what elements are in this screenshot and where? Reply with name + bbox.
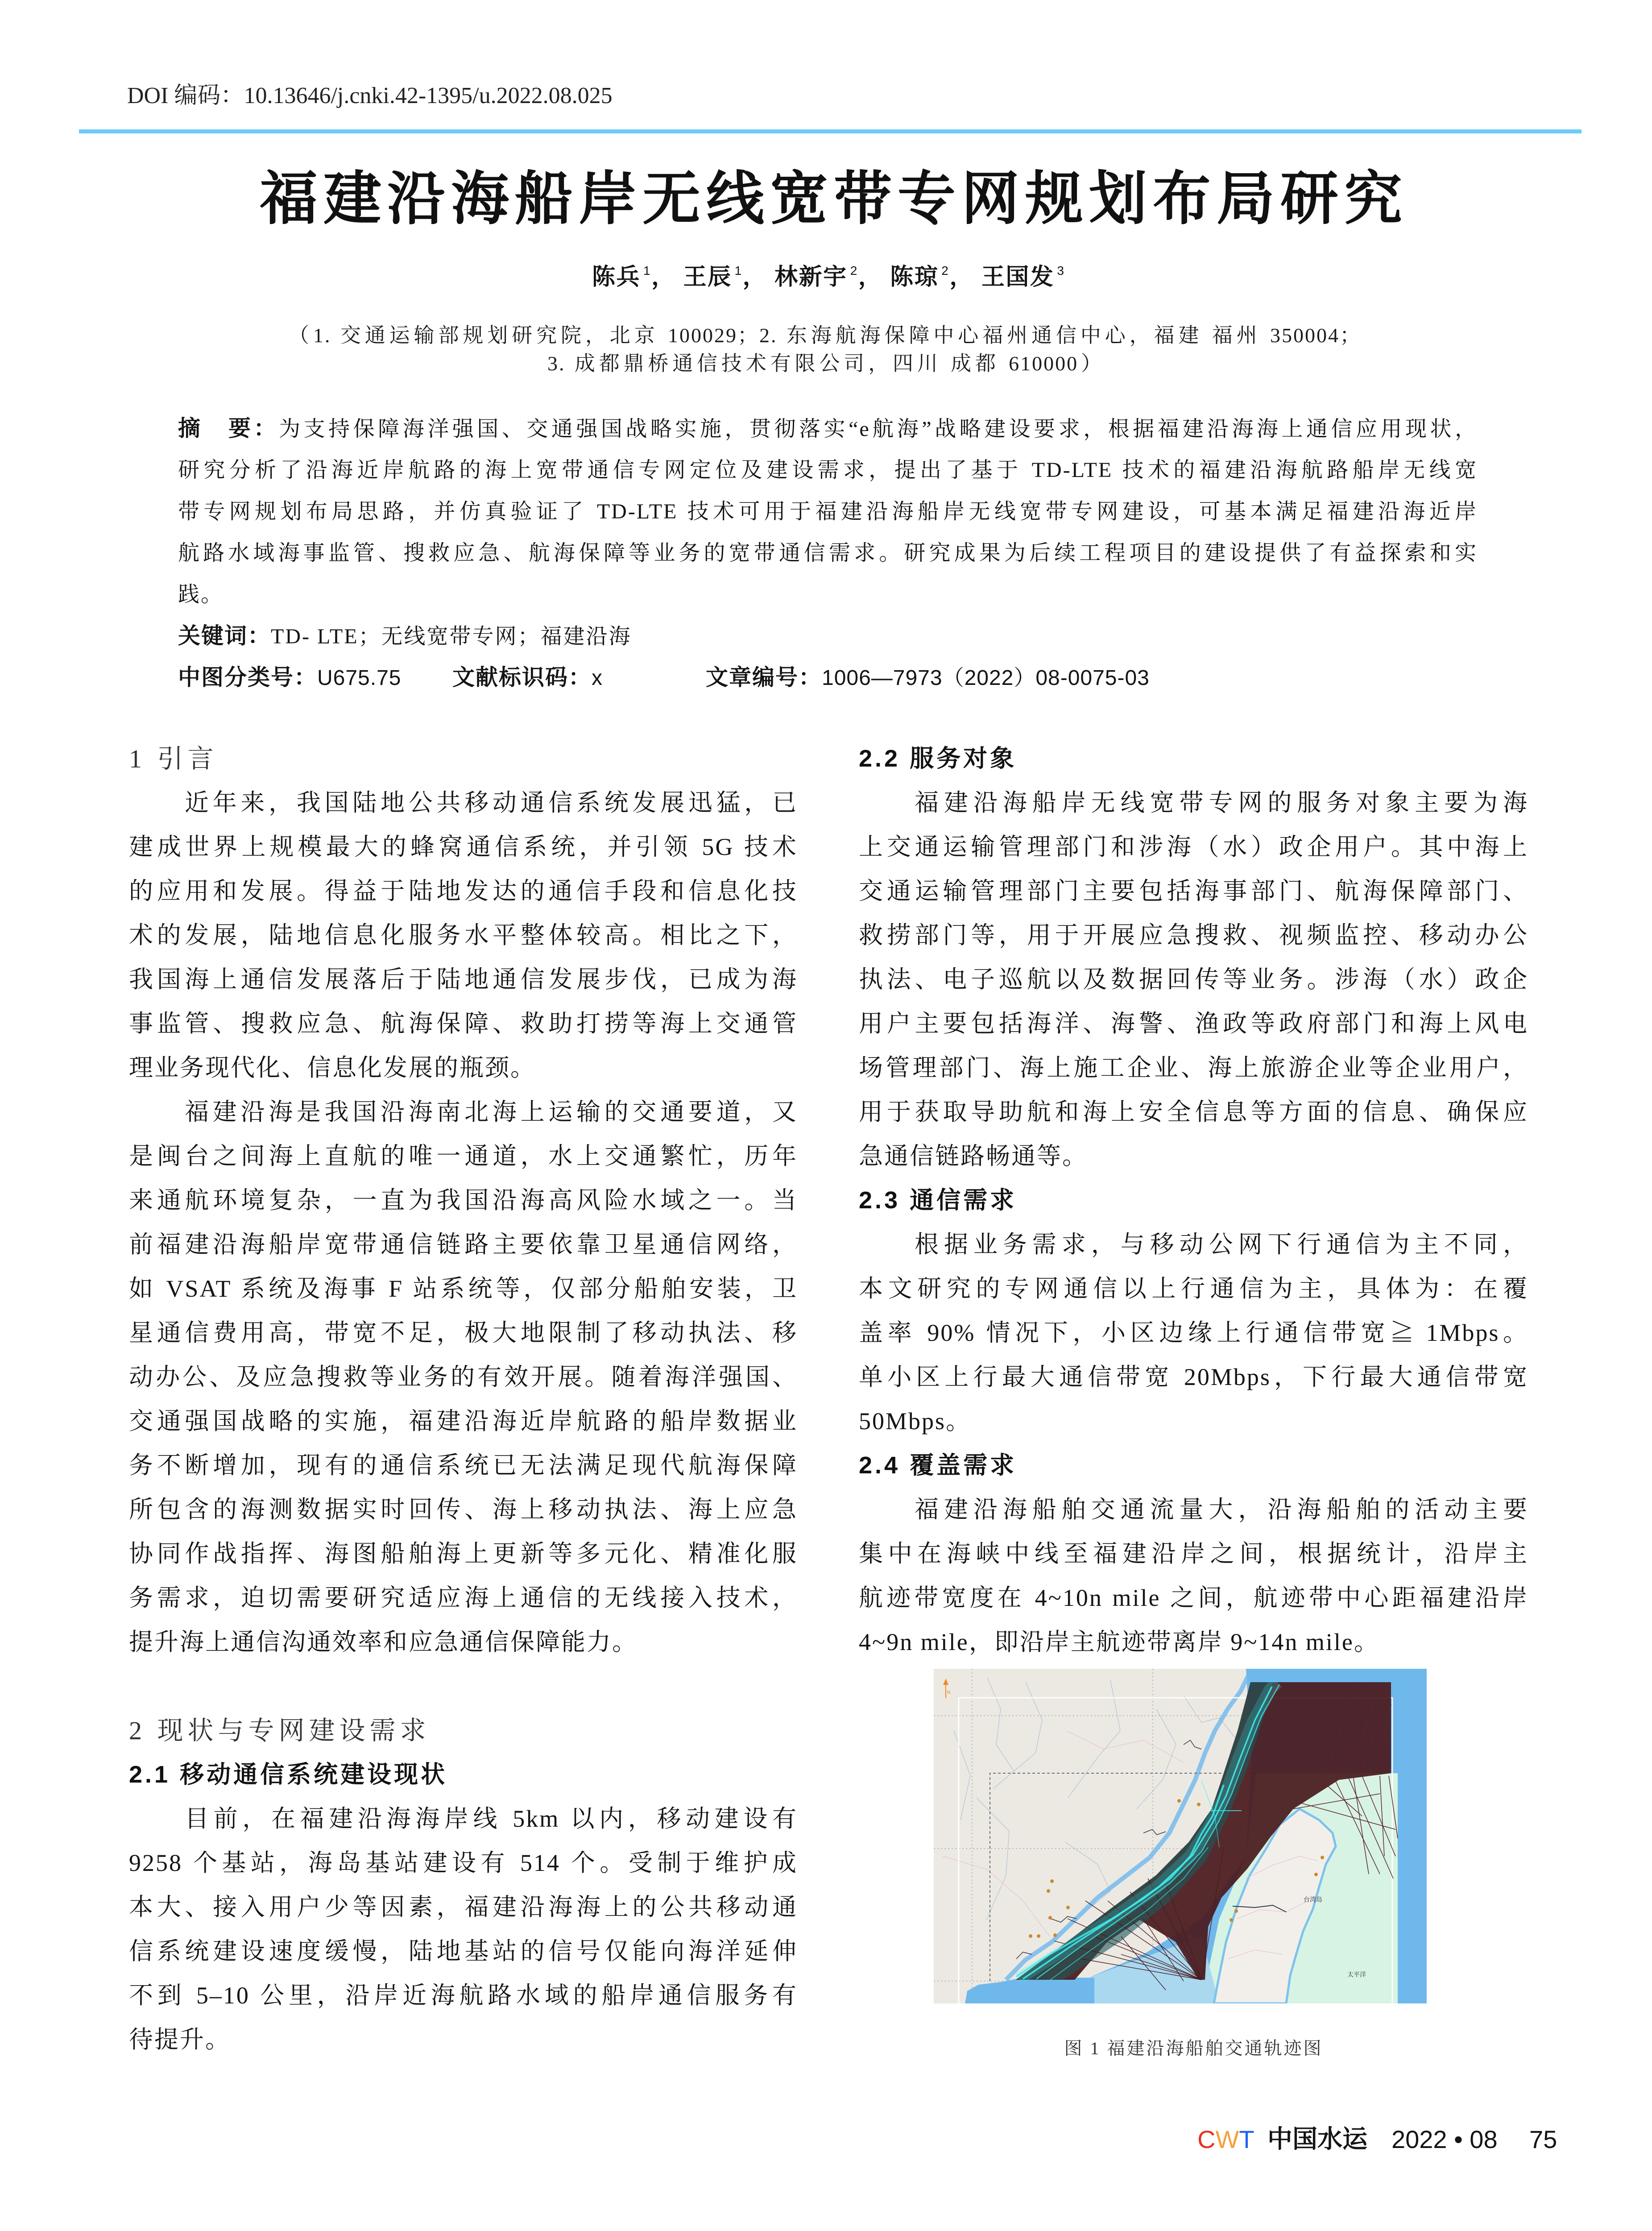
port-dot bbox=[1029, 1934, 1032, 1938]
left-column bbox=[129, 737, 798, 2062]
port-dot bbox=[1047, 1889, 1050, 1893]
section-heading: 1 引言 bbox=[129, 744, 218, 773]
text-line: 单小区上行最大通信带宽 20Mbps，下行最大通信带宽 bbox=[859, 1364, 1528, 1390]
author-name: 王辰 bbox=[683, 264, 732, 290]
text-line: 来通航环境复杂，一直为我国沿海高风险水域之一。当 bbox=[129, 1187, 798, 1214]
author-name: 林新宇 bbox=[774, 264, 848, 290]
text-line: 协同作战指挥、海图船舶海上更新等多元化、精准化服 bbox=[129, 1540, 798, 1567]
abstract-line: 践。 bbox=[178, 583, 224, 606]
text-line: 本文研究的专网通信以上行通信为主，具体为：在覆 bbox=[859, 1275, 1528, 1302]
clc-value: U675.75 bbox=[317, 666, 402, 690]
subsection-heading: 2.1 移动通信系统建设现状 bbox=[129, 1761, 448, 1788]
abstract-text: 为支持保障海洋强国、交通强国战略实施，贯彻落实“e航海”战略建设要求，根据福建沿海海上通信应用现状， bbox=[279, 417, 1478, 441]
text-line: 福建沿海船舶交通流量大，沿海船舶的活动主要 bbox=[915, 1496, 1528, 1523]
text-line: 根据业务需求，与移动公网下行通信为主不同， bbox=[915, 1231, 1528, 1258]
text-line: 9258 个基站，海岛基站建设有 514 个。受制于维护成 bbox=[129, 1849, 798, 1876]
text-line: 本大、接入用户少等因素，福建沿海海上的公共移动通 bbox=[129, 1894, 798, 1920]
text-line: 事监管、搜救应急、航海保障、救助打捞等海上交通管 bbox=[129, 1010, 798, 1037]
text-line: 用于获取导助航和海上安全信息等方面的信息、确保应 bbox=[859, 1099, 1528, 1125]
author-list bbox=[592, 264, 1064, 290]
author-separator: ， bbox=[948, 264, 974, 290]
clc-number bbox=[178, 657, 401, 698]
affiliation-line: （1. 交通运输部规划研究院，北京 100029；2. 东海航海保障中心福州通信中心，福建 福州 350004； bbox=[289, 324, 1362, 347]
section-spacer bbox=[129, 1664, 798, 1708]
brand-letter: W bbox=[1215, 2125, 1239, 2153]
issue-number: 2022 • 08 bbox=[1391, 2125, 1498, 2153]
text-line: 所包含的海测数据实时回传、海上移动执法、海上应急 bbox=[129, 1496, 798, 1523]
port-dot bbox=[1197, 1803, 1201, 1806]
text-line: 福建沿海船岸无线宽带专网的服务对象主要为海 bbox=[915, 789, 1528, 816]
port-dot bbox=[1314, 1873, 1318, 1876]
doi-label: DOI 编码： bbox=[127, 83, 244, 108]
text-line: 提升海上通信沟通效率和应急通信保障能力。 bbox=[129, 1629, 638, 1655]
affiliation-line: 3. 成都鼎桥通信技术有限公司，四川 成都 610000） bbox=[547, 352, 1103, 375]
keywords-label: 关键词： bbox=[178, 623, 271, 648]
document-code-value: x bbox=[592, 666, 603, 690]
text-line: 的应用和发展。得益于陆地发达的通信手段和信息化技 bbox=[129, 878, 798, 904]
subsection-heading: 2.4 覆盖需求 bbox=[859, 1452, 1017, 1479]
document-code-label: 文献标识码： bbox=[452, 665, 592, 690]
text-line: 50Mbps。 bbox=[859, 1408, 972, 1435]
brand-letter: C bbox=[1197, 2125, 1216, 2153]
author-separator: ， bbox=[650, 264, 676, 290]
text-line: 近年来，我国陆地公共移动通信系统发展迅猛，已 bbox=[185, 789, 798, 816]
text-line: 目前，在福建沿海海岸线 5km 以内，移动建设有 bbox=[185, 1805, 798, 1832]
text-line: 是闽台之间海上直航的唯一通道，水上交通繁忙，历年 bbox=[129, 1143, 798, 1169]
doi-line bbox=[127, 83, 613, 109]
text-line: 星通信费用高，带宽不足，极大地限制了移动执法、移 bbox=[129, 1319, 798, 1346]
section-heading: 2 现状与专网建设需求 bbox=[129, 1716, 431, 1745]
document-code bbox=[452, 657, 603, 698]
text-line: 集中在海峡中线至福建沿岸之间，根据统计，沿岸主 bbox=[859, 1540, 1528, 1567]
text-line: 盖率 90% 情况下，小区边缘上行通信带宽≧ 1Mbps。 bbox=[859, 1319, 1528, 1346]
header-rule bbox=[79, 129, 1582, 133]
right-column bbox=[859, 737, 1528, 1664]
abstract-block bbox=[178, 408, 1478, 698]
port-dot bbox=[1048, 1916, 1052, 1920]
map-label-pacific: 太平洋 bbox=[1347, 1971, 1366, 1978]
abstract-line: 带专网规划布局思路，并仿真验证了 TD-LTE 技术可用于福建沿海船岸无线宽带专网建设，可基本满足福建沿海近岸 bbox=[178, 500, 1478, 523]
text-line: 上交通运输管理部门和涉海（水）政企用户。其中海上 bbox=[859, 834, 1528, 860]
text-line: 执法、电子巡航以及数据回传等业务。涉海（水）政企 bbox=[859, 966, 1528, 993]
traffic-track-map bbox=[934, 1669, 1427, 2003]
abstract-line: 航路水域海事监管、搜救应急、航海保障等业务的宽带通信需求。研究成果为后续工程项目的建设提供了有益探索和实 bbox=[178, 541, 1478, 565]
subsection-heading: 2.3 通信需求 bbox=[859, 1187, 1017, 1214]
journal-name: 中国水运 bbox=[1267, 2126, 1367, 2153]
paper-title: 福建沿海船岸无线宽带专网规划布局研究 bbox=[260, 164, 1404, 232]
text-line: 务需求，迫切需要研究适应海上通信的无线接入技术， bbox=[129, 1584, 798, 1611]
text-line: 4~9n mile，即沿岸主航迹带离岸 9~14n mile。 bbox=[859, 1629, 1379, 1655]
author-affiliation-mark: 2 bbox=[941, 264, 948, 278]
figure-caption: 图 1 福建沿海船舶交通轨迹图 bbox=[1064, 2038, 1323, 2058]
text-line: 如 VSAT 系统及海事 F 站系统等，仅部分船舶安装，卫 bbox=[129, 1275, 798, 1302]
article-number bbox=[706, 657, 1150, 698]
text-line: 动办公、及应急搜救等业务的有效开展。随着海洋强国、 bbox=[129, 1364, 798, 1390]
text-line: 我国海上通信发展落后于陆地通信发展步伐，已成为海 bbox=[129, 966, 798, 993]
author-affiliation-mark: 3 bbox=[1057, 264, 1064, 278]
text-line: 信系统建设速度缓慢，陆地基站的信号仅能向海洋延伸 bbox=[129, 1938, 798, 1965]
text-line: 福建沿海是我国沿海南北海上运输的交通要道，又 bbox=[185, 1099, 798, 1125]
author-name: 陈兵 bbox=[592, 264, 641, 290]
author-separator: ， bbox=[741, 264, 767, 290]
abstract-line: 研究分析了沿海近岸航路的海上宽带通信专网定位及建设需求，提出了基于 TD-LTE 技术的福建沿海航路船岸无线宽 bbox=[178, 458, 1478, 482]
port-dot bbox=[1234, 1909, 1238, 1913]
author-affiliation-mark: 1 bbox=[734, 264, 742, 278]
port-dot bbox=[1230, 1918, 1233, 1922]
north-arrow-label: N bbox=[947, 1690, 951, 1695]
text-line: 交通强国战略的实施，福建沿海近岸航路的船岸数据业 bbox=[129, 1408, 798, 1435]
text-line: 急通信链路畅通等。 bbox=[859, 1143, 1088, 1169]
page-number: 75 bbox=[1529, 2125, 1557, 2153]
article-number-label: 文章编号： bbox=[706, 665, 822, 690]
brand-letter: T bbox=[1239, 2125, 1255, 2153]
author-affiliation-mark: 2 bbox=[850, 264, 857, 278]
keywords-value: TD- LTE；无线宽带专网；福建沿海 bbox=[271, 625, 632, 648]
doi-value: 10.13646/j.cnki.42-1395/u.2022.08.025 bbox=[244, 83, 613, 108]
article-number-value: 1006—7973（2022）08-0075-03 bbox=[822, 666, 1150, 690]
author-separator: ， bbox=[857, 264, 883, 290]
text-line: 建成世界上规模最大的蜂窝通信系统，并引领 5G 技术 bbox=[129, 834, 798, 860]
abstract-label: 摘 要： bbox=[178, 416, 279, 441]
text-line: 救捞部门等，用于开展应急搜救、视频监控、移动办公 bbox=[859, 922, 1528, 949]
port-dot bbox=[1037, 1934, 1040, 1938]
text-line: 不到 5–10 公里，沿岸近海航路水域的船岸通信服务有 bbox=[129, 1982, 798, 2009]
text-line: 务不断增加，现有的通信系统已无法满足现代航海保障 bbox=[129, 1452, 798, 1479]
port-dot bbox=[1066, 1906, 1070, 1909]
port-dot bbox=[1050, 1879, 1054, 1883]
port-dot bbox=[1053, 1933, 1057, 1937]
text-line: 理业务现代化、信息化发展的瓶颈。 bbox=[129, 1054, 536, 1081]
subsection-heading: 2.2 服务对象 bbox=[859, 745, 1017, 772]
author-name: 王国发 bbox=[981, 264, 1055, 290]
journal-brand-logo bbox=[1197, 2126, 1255, 2153]
text-line: 待提升。 bbox=[129, 2026, 231, 2053]
port-dot bbox=[1177, 1799, 1181, 1803]
text-line: 交通运输管理部门主要包括海事部门、航海保障部门、 bbox=[859, 878, 1528, 904]
abstract-line bbox=[178, 408, 1478, 449]
keywords-line bbox=[178, 615, 1478, 657]
figure-1 bbox=[934, 1669, 1427, 2003]
text-line: 前福建沿海船岸宽带通信链路主要依靠卫星通信网络， bbox=[129, 1231, 798, 1258]
text-line: 术的发展，陆地信息化服务水平整体较高。相比之下， bbox=[129, 922, 798, 949]
author-name: 陈琼 bbox=[890, 264, 939, 290]
map-label-taiwan: 台湾岛 bbox=[1304, 1896, 1322, 1903]
classification-line bbox=[178, 657, 1478, 698]
author-affiliation-mark: 1 bbox=[643, 264, 650, 278]
text-line: 用户主要包括海洋、海警、渔政等政府部门和海上风电 bbox=[859, 1010, 1528, 1037]
clc-label: 中图分类号： bbox=[178, 665, 317, 690]
text-line: 场管理部门、海上施工企业、海上旅游企业等企业用户， bbox=[859, 1054, 1528, 1081]
text-line: 航迹带宽度在 4~10n mile 之间，航迹带中心距福建沿岸 bbox=[859, 1584, 1528, 1611]
port-dot bbox=[1321, 1856, 1324, 1859]
